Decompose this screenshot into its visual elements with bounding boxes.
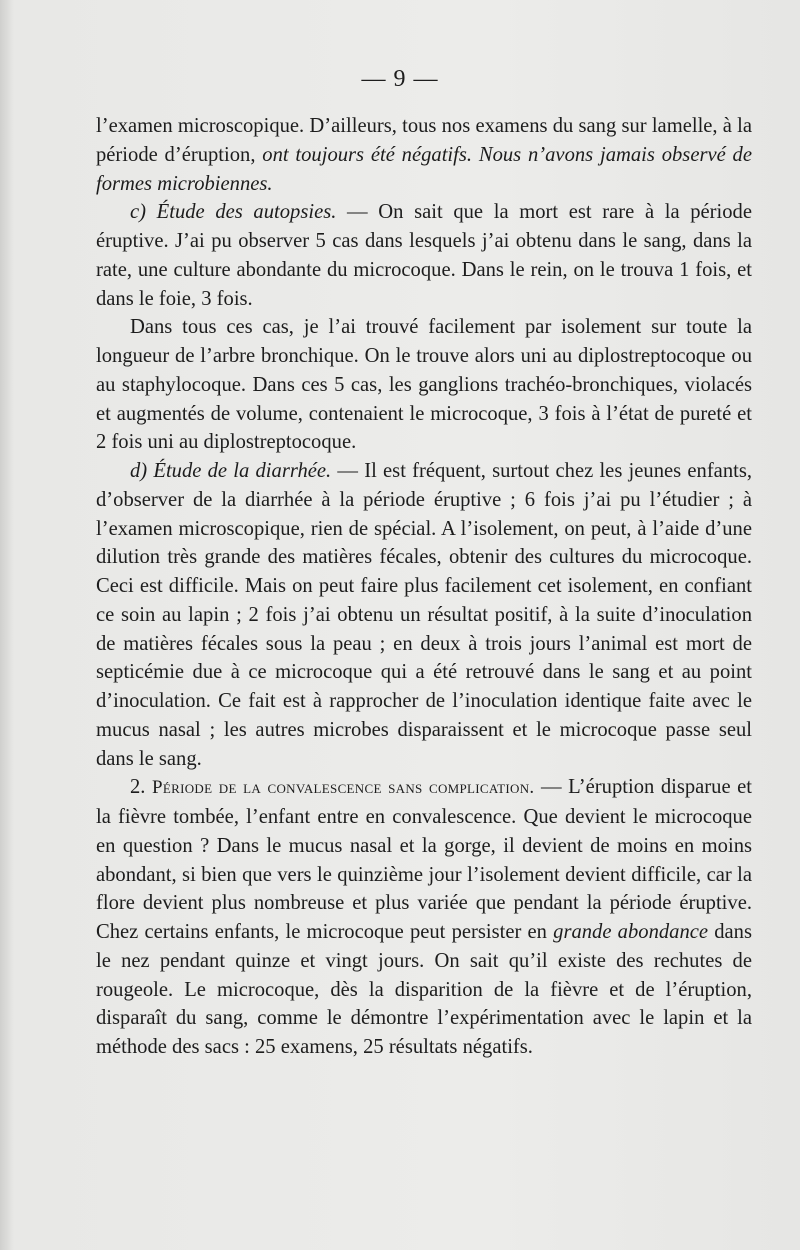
text-run: ont toujours été négatifs. Nous n’avons jamais observé de formes microbiennes.: [96, 143, 752, 195]
text-run: grande abondance: [553, 921, 709, 943]
paragraph: [96, 457, 752, 773]
paragraph: [96, 773, 752, 1062]
text-run: Dans tous ces cas, je l’ai trouvé facilement par isolement sur toute la longueur de l’arbre bronchique. On le trouve alors uni au diplostreptocoque ou au staphylocoque. Dans ces 5 cas, les ganglions trachéo-bronchiques, violacés et augmentés de volume, contenaient le microcoque, 3 fois à l’état de pureté et 2 fois uni au diplostreptocoque.: [96, 316, 752, 454]
text-run: — On sait que la mort est rare à la période éruptive. J’ai pu observer 5 cas dans lesquels j’ai obtenu dans le sang, dans la rate, une culture abondante du microcoque. Dans le rein, on le trouva 1 fois, et dans le foie, 3 fois.: [96, 201, 752, 310]
paragraph: [96, 313, 752, 457]
text-run: — L’éruption disparue et la fièvre tombée, l’enfant entre en convalescence. Que devient le microcoque en question ? Dans le mucus nasal et la gorge, il devient de moins en moins abondant, si bien que vers le quinzième jour l’isolement devient difficile, car la flore devient plus nombreuse et plus variée que pendant la période éruptive. Chez certains enfants, le microcoque peut persister en: [96, 776, 752, 943]
page-number: — 9 —: [361, 66, 439, 92]
text-run: dans le nez pendant quinze et vingt jours. On sait qu’il existe des rechutes de rougeole. Le microcoque, dès la disparition de la fièvre et de l’éruption, disparaît du sang, comme le démontre l’expérimentation avec le lapin et la méthode des sacs : 25 examens, 25 résultats négatifs.: [96, 921, 752, 1058]
text-run: d) Étude de la diarrhée.: [130, 460, 332, 482]
text-run: — Il est fréquent, surtout chez les jeunes enfants, d’observer de la diarrhée à la période éruptive ; 6 fois j’ai pu l’étudier ; à l’examen microscopique, rien de spécial. A l’isolement, on peut, à l’aide d’une dilution très grande des matières fécales, obtenir des cultures du microcoque. Ceci est difficile. Mais on peut faire plus facilement cet isolement, en confiant ce soin au lapin ; 2 fois j’ai obtenu un résultat positif, à la suite d’inoculation de matières fécales sous la peau ; en deux à trois jours l’animal est mort de septicémie due à ce microcoque qui a été retrouvé dans le sang et au point d’inoculation. Ce fait est à rapprocher de l’inoculation identique faite avec le mucus nasal ; les autres microbes disparaissent et le microcoque passe seul dans le sang.: [96, 460, 752, 770]
text-run: Période de la convalescence sans complication.: [152, 777, 535, 799]
text-run: l’examen microscopique. D’ailleurs, tous nos examens du sang sur lamelle, à la période d’éruption,: [96, 115, 752, 166]
page-body-text: [96, 112, 752, 1062]
text-run: 2.: [130, 776, 152, 799]
text-run: c) Étude des autopsies.: [130, 201, 337, 224]
paragraph: [96, 112, 752, 198]
paragraph: [96, 198, 752, 313]
